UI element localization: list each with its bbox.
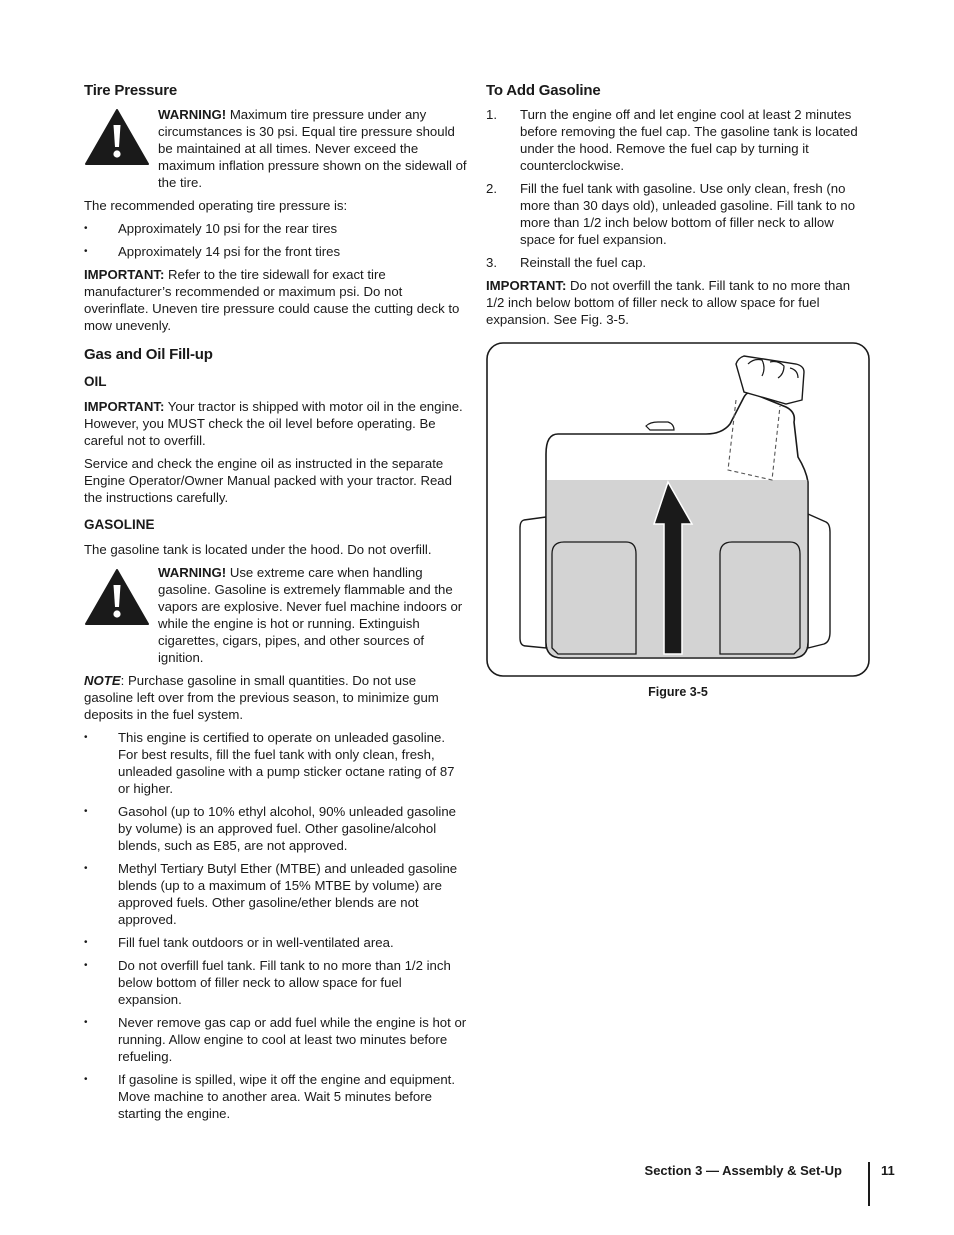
list-item	[486, 180, 870, 248]
fuel-tank-illustration	[486, 342, 870, 677]
oil-subheading: OIL	[84, 374, 107, 389]
step-text: Fill the fuel tank with gasoline. Use only clean, fresh (no more than 30 days old), unleaded gasoline. Fill tank to no more than 1/2 inch below bottom of filler neck to allow space for fuel expansion.	[520, 181, 856, 247]
right-column	[486, 82, 870, 334]
important-label: IMPORTANT:	[486, 278, 567, 293]
step-text: Turn the engine off and let engine cool at least 2 minutes before removing the fuel cap. The gasoline tank is located under the hood. Remove the fuel cap by turning it counterclockwise.	[520, 107, 858, 173]
gasoline-list	[84, 729, 468, 1122]
list-item: • Methyl Tertiary Butyl Ether (MTBE) and unleaded gasoline blends (up to a maximum of 15% MTBE by volume) are approved fuels. Other gasoline/ether blends are not approved.	[84, 860, 468, 928]
step-text: Reinstall the fuel cap.	[520, 255, 647, 270]
gasoline-warning-block	[84, 564, 468, 666]
warning-label: WARNING!	[158, 565, 227, 580]
tire-warning-block	[84, 106, 468, 191]
gas-oil-heading: Gas and Oil Fill-up	[84, 346, 213, 363]
list-item	[486, 106, 870, 174]
list-item: • Fill fuel tank outdoors or in well-ventilated area.	[84, 934, 468, 951]
recommended-pressure-text: The recommended operating tire pressure is:	[84, 198, 348, 213]
left-column	[84, 82, 468, 1128]
step-number: 3.	[486, 255, 497, 270]
page-number: 11	[881, 1163, 895, 1178]
important-body: Refer to the tire sidewall for exact tire manufacturer’s recommended or maximum psi. Do not overinflate. Uneven tire pressure could cause the cutting deck to mow unevenly.	[84, 267, 460, 333]
list-item: • Gasohol (up to 10% ethyl alcohol, 90% unleaded gasoline by volume) is an approved fuel. Other gasoline/alcohol blends, such as E85, are not approved.	[84, 803, 468, 854]
note-label: NOTE	[84, 673, 121, 688]
oil-service-text: Service and check the engine oil as instructed in the separate Engine Operator/Owner Manual packed with your tractor. Read the instructions carefully.	[84, 456, 452, 505]
gasoline-intro: The gasoline tank is located under the hood. Do not overfill.	[84, 542, 432, 557]
warning-label: WARNING!	[158, 107, 227, 122]
important-label: IMPORTANT:	[84, 267, 165, 282]
warning-body: Maximum tire pressure under any circumstances is 30 psi. Equal tire pressure should be maintained at all times. Never exceed the maximum inflation pressure shown on the sidewall of the tire.	[158, 107, 467, 190]
note-body: : Purchase gasoline in small quantities. Do not use gasoline left over from the previous season, to minimize gum deposits in the fuel system.	[84, 673, 439, 722]
add-gasoline-important-note	[486, 277, 870, 328]
add-gasoline-heading: To Add Gasoline	[486, 82, 601, 99]
figure-caption: Figure 3-5	[648, 685, 708, 699]
footer-divider	[868, 1162, 870, 1206]
tire-important-note	[84, 266, 468, 334]
list-item: • Approximately 14 psi for the front tires	[84, 243, 468, 260]
warning-icon	[84, 564, 158, 666]
list-item: • Do not overfill fuel tank. Fill tank to no more than 1/2 inch below bottom of filler neck to allow space for fuel expansion.	[84, 957, 468, 1008]
step-number: 2.	[486, 181, 497, 196]
section-footer: Section 3 — Assembly & Set-Up	[644, 1163, 842, 1178]
step-number: 1.	[486, 107, 497, 122]
list-item: • Approximately 10 psi for the rear tires	[84, 220, 468, 237]
gasoline-warning-text	[158, 564, 468, 666]
warning-body: Use extreme care when handling gasoline. Gasoline is extremely flammable and the vapors are explosive. Never fuel machine indoors or while the engine is hot or running. Extinguish cigarettes, cigars, pipes, and other sources of ignition.	[158, 565, 463, 665]
tire-warning-text	[158, 106, 468, 191]
warning-icon	[84, 106, 158, 191]
oil-important-note	[84, 398, 468, 449]
list-item: • If gasoline is spilled, wipe it off the engine and equipment. Move machine to another area. Wait 5 minutes before starting the engine.	[84, 1071, 468, 1122]
list-item	[486, 254, 870, 271]
gasoline-subheading: GASOLINE	[84, 517, 155, 532]
important-body: Your tractor is shipped with motor oil in the engine. However, you MUST check the oil level before operating. Be careful not to overfill.	[84, 399, 463, 448]
important-label: IMPORTANT:	[84, 399, 165, 414]
add-gasoline-steps	[486, 106, 870, 271]
list-item: • This engine is certified to operate on unleaded gasoline. For best results, fill the fuel tank with only clean, fresh, unleaded gasoline with a pump sticker octane rating of 87 or higher.	[84, 729, 468, 797]
gasoline-note	[84, 672, 468, 723]
important-body: Do not overfill the tank. Fill tank to no more than 1/2 inch below bottom of filler neck to allow space for fuel expansion. See Fig. 3-5.	[486, 278, 851, 327]
tire-pressure-list	[84, 220, 468, 260]
list-item: • Never remove gas cap or add fuel while the engine is hot or running. Allow engine to cool at least two minutes before refueling.	[84, 1014, 468, 1065]
tire-pressure-heading: Tire Pressure	[84, 82, 178, 99]
fuel-tank-figure	[486, 342, 870, 677]
